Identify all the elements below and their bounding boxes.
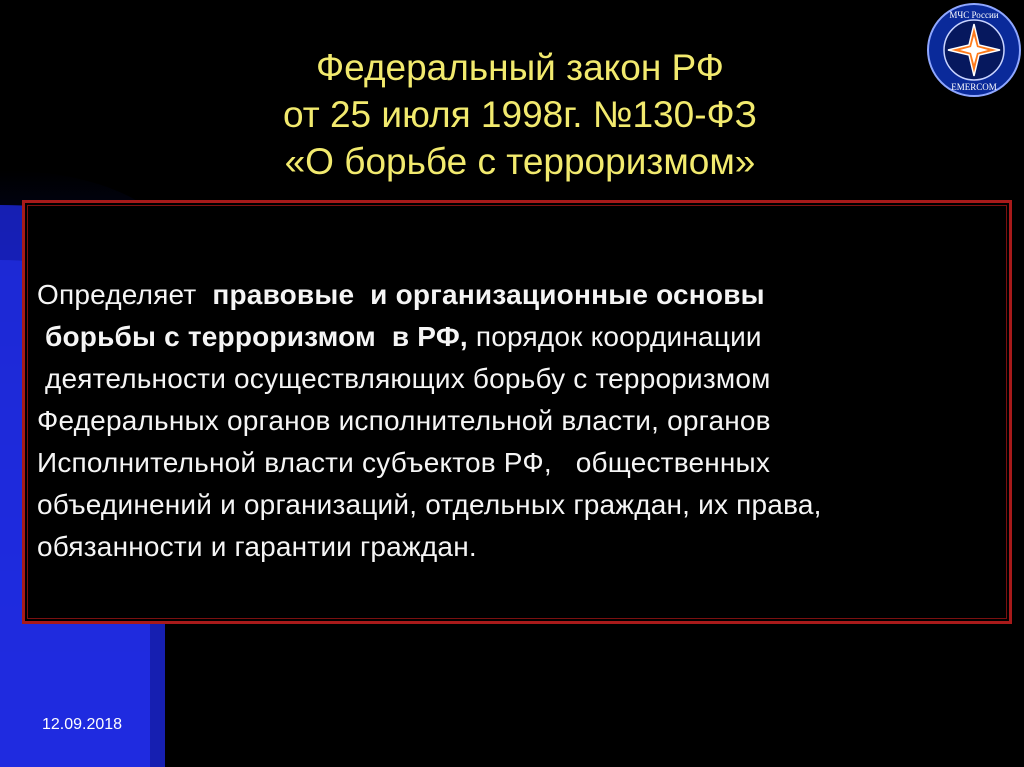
body-line-1 xyxy=(37,274,997,316)
content-box xyxy=(22,200,1012,624)
body-line-2-bold: борьбы с терроризмом в РФ, xyxy=(37,321,468,352)
footer-date: 12.09.2018 xyxy=(42,716,123,733)
slide-title xyxy=(150,44,890,185)
body-line-3: деятельности осуществляющих борьбу с терроризмом xyxy=(37,363,771,394)
body-line-7: обязанности и гарантии граждан. xyxy=(37,531,477,562)
emblem-bottom-text: EMERCOM xyxy=(951,82,997,92)
body-line-4: Федеральных органов исполнительной власти, органов xyxy=(37,405,771,436)
emblem-top-text: МЧС России xyxy=(949,10,999,20)
title-line-2: от 25 июля 1998г. №130-ФЗ xyxy=(282,94,757,135)
body-line-1-bold: правовые и организационные основы xyxy=(212,279,765,310)
body-line-2 xyxy=(37,316,997,358)
body-line-1-plain: Определяет xyxy=(37,279,213,310)
body-line-2-plain: порядок координации xyxy=(467,321,762,352)
body-line-5: Исполнительной власти субъектов РФ, общественных xyxy=(37,447,771,478)
mchs-emblem-icon xyxy=(926,2,1022,98)
title-line-1: Федеральный закон РФ xyxy=(316,47,724,88)
title-line-3: «О борьбе с терроризмом» xyxy=(284,141,756,182)
body-line-6: объединений и организаций, отдельных граждан, их права, xyxy=(37,489,822,520)
body-text xyxy=(37,274,997,568)
